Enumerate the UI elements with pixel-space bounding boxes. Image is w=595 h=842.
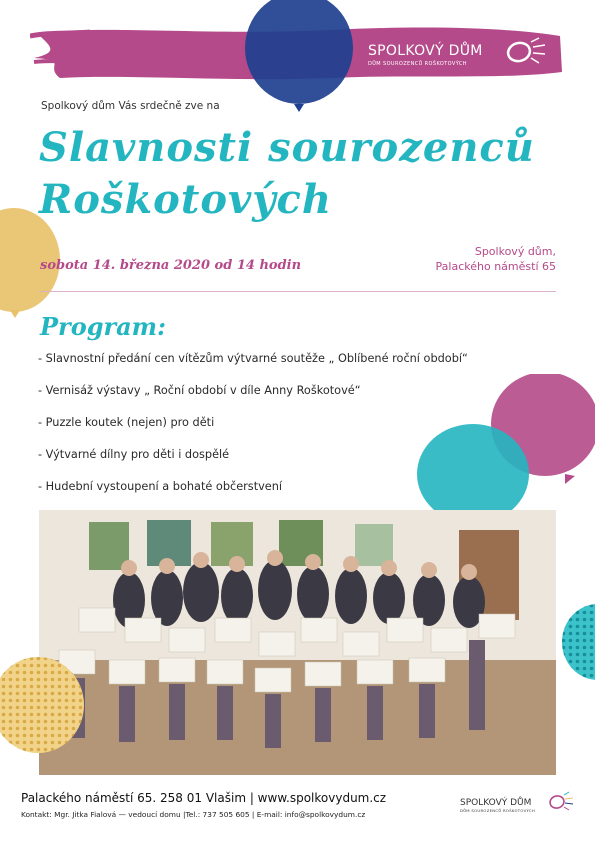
dots-pattern (0, 655, 90, 755)
invite-text: Spolkový dům Vás srdečně zve na (41, 100, 220, 112)
event-date: sobota 14. března 2020 od 14 hodin (40, 258, 302, 273)
group-photo-illustration (39, 510, 556, 775)
footer-address: Palackého náměstí 65. 258 01 Vlašim | www.spolkovydum.cz (21, 791, 387, 805)
event-venue (380, 244, 556, 274)
program-heading: Program: (40, 312, 166, 341)
title-line-2: Roškotových (39, 176, 332, 223)
dots-pattern (560, 602, 595, 682)
footer-contact: Kontakt: Mgr. Jitka Fialová — vedoucí domu |Tel.: 737 505 605 | E-mail: info@spolkovydum.cz (21, 810, 366, 819)
program-item: - Výtvarné dílny pro děti i dospělé (38, 448, 230, 461)
venue-line-1: Spolkový dům, (474, 245, 556, 258)
venue-line-2: Palackého náměstí 65 (435, 260, 556, 273)
logo-ring-icon (505, 36, 547, 66)
logo-ring-icon (548, 790, 574, 812)
logo-subtitle: DŮM SOUROZENCŮ ROŠKOTOVÝCH (368, 61, 467, 67)
footer-logo (460, 798, 535, 813)
page-title (39, 122, 579, 226)
program-list (38, 352, 468, 512)
program-item: - Vernisáž výstavy „ Roční období v díle Anny Roškotové“ (38, 384, 361, 397)
footer-logo-title: SPOLKOVÝ DŮM (460, 798, 532, 808)
program-item: - Slavnostní předání cen vítězům výtvarné soutěže „ Oblíbené roční období“ (38, 352, 468, 365)
footer-logo-subtitle: DŮM SOUROZENCŮ ROŠKOTOVÝCH (460, 808, 536, 813)
title-line-1: Slavnosti sourozenců (39, 124, 535, 171)
header-logo (368, 44, 483, 67)
program-item: - Hudební vystoupení a bohaté občerstvení (38, 480, 283, 493)
divider (40, 291, 556, 292)
group-photo (39, 510, 556, 775)
program-item: - Puzzle koutek (nejen) pro děti (38, 416, 215, 429)
balloon-icon (244, 0, 354, 112)
logo-title: SPOLKOVÝ DŮM (368, 43, 483, 59)
